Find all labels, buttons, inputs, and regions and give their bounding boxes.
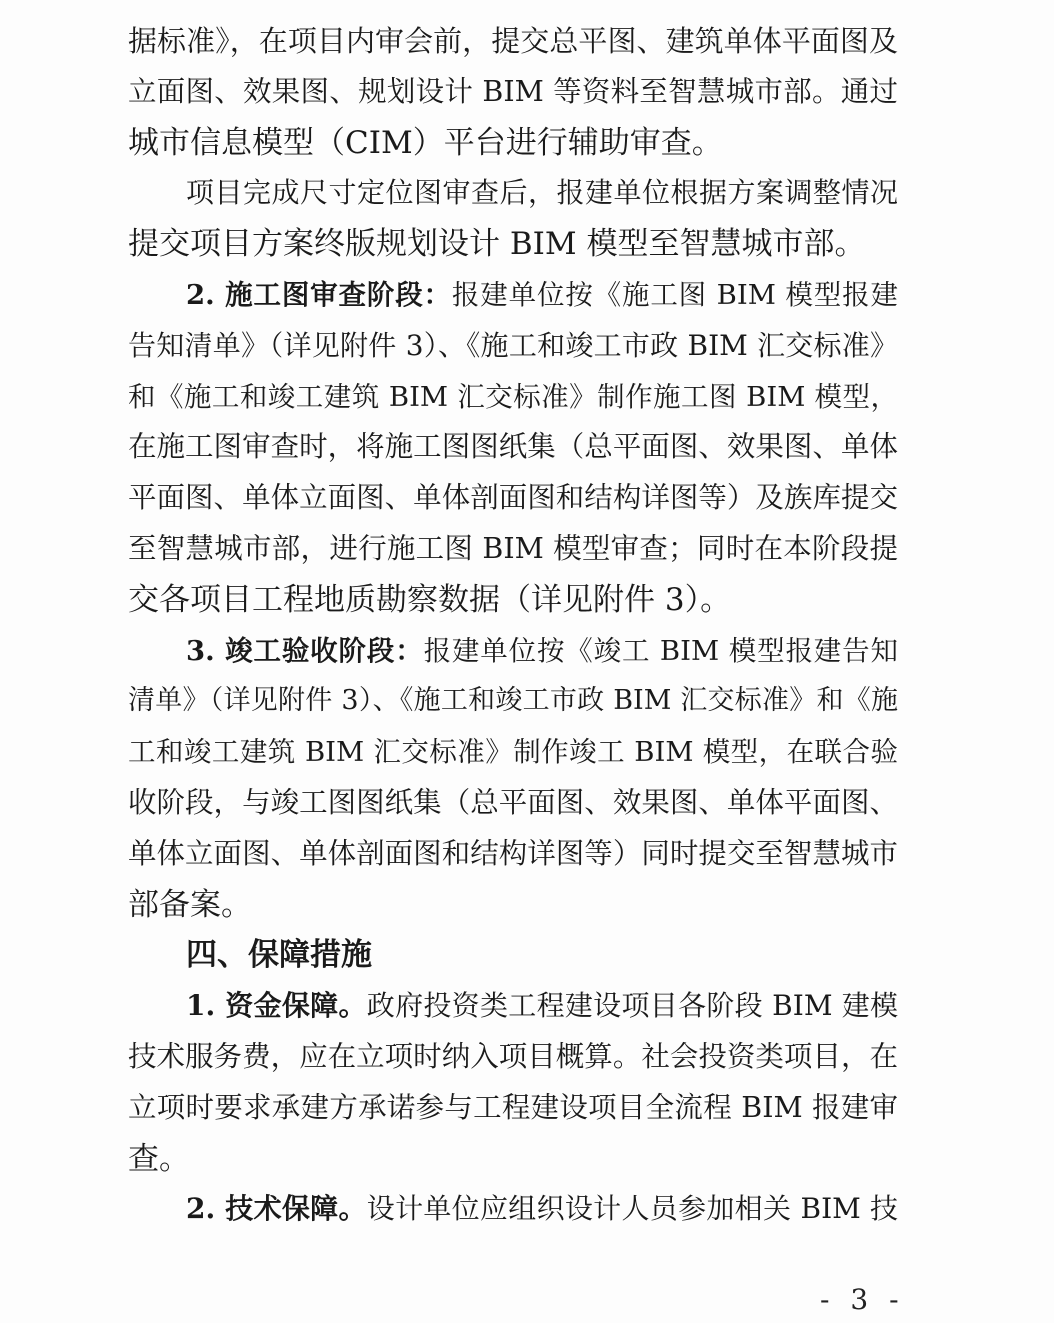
line-text: 在施工图审查时，将施工图图纸集（总平面图、效果图、单体 <box>128 430 898 464</box>
text-line <box>128 981 898 1032</box>
text-line <box>128 118 898 169</box>
line-text: 至智慧城市部，进行施工图 BIM 模型审查；同时在本阶段提 <box>128 531 898 565</box>
text-line <box>128 1032 898 1083</box>
paragraph-heading: 3. 竣工验收阶段： <box>186 634 424 667</box>
line-text: 平面图、单体立面图、单体剖面图和结构详图等）及族库提交 <box>128 481 898 515</box>
line-text: 政府投资类工程建设项目各阶段 BIM 建模 <box>366 989 898 1023</box>
text-line <box>128 676 898 727</box>
line-text: 报建单位按《施工图 BIM 模型报建 <box>451 278 898 311</box>
text-line <box>128 16 898 67</box>
text-line <box>128 67 898 118</box>
text-line <box>128 880 898 931</box>
line-text: 告知清单》（详见附件 3）、《施工和竣工市政 BIM 汇交标准》 <box>128 328 898 362</box>
text-line <box>128 473 898 524</box>
text-line <box>128 1184 898 1235</box>
text-line <box>128 626 898 677</box>
text-line <box>128 270 898 321</box>
line-text: 四、保障措施 <box>186 937 372 974</box>
section-heading <box>128 930 898 981</box>
text-line <box>128 727 898 778</box>
line-text: 提交项目方案终版规划设计 BIM 模型至智慧城市部。 <box>128 226 866 263</box>
page-number: - 3 - <box>820 1283 905 1316</box>
paragraph-heading: 2. 施工图审查阶段： <box>186 278 452 311</box>
line-text: 交各项目工程地质勘察数据（详见附件 3）。 <box>128 581 732 618</box>
line-text: 收阶段，与竣工图图纸集（总平面图、效果图、单体平面图、 <box>128 785 898 819</box>
line-text: 查。 <box>128 1140 190 1177</box>
line-text: 报建单位按《竣工 BIM 模型报建告知 <box>423 634 898 667</box>
text-line <box>128 168 898 219</box>
line-text: 单体立面图、单体剖面图和结构详图等）同时提交至智慧城市 <box>128 836 898 870</box>
text-line <box>128 1134 898 1185</box>
paragraph-heading: 1. 资金保障。 <box>186 989 367 1023</box>
text-line <box>128 372 898 423</box>
text-line <box>128 321 898 372</box>
text-line <box>128 524 898 575</box>
text-line <box>128 1083 898 1134</box>
line-text: 设计单位应组织设计人员参加相关 BIM 技 <box>366 1192 898 1226</box>
line-text: 工和竣工建筑 BIM 汇交标准》制作竣工 BIM 模型，在联合验 <box>128 736 898 769</box>
line-text: 技术服务费，应在立项时纳入项目概算。社会投资类项目，在 <box>128 1039 898 1073</box>
line-text: 城市信息模型（CIM）平台进行辅助审查。 <box>128 124 723 161</box>
text-line <box>128 422 898 473</box>
text-line <box>128 575 898 626</box>
line-text: 部备案。 <box>128 886 252 923</box>
line-text: 据标准》，在项目内审会前，提交总平图、建筑单体平面图及 <box>128 24 898 58</box>
line-text: 立项时要求承建方承诺参与工程建设项目全流程 BIM 报建审 <box>128 1090 898 1124</box>
text-line <box>128 778 898 829</box>
paragraph-heading: 2. 技术保障。 <box>186 1192 367 1226</box>
document-body <box>128 16 898 1235</box>
line-text: 和《施工和竣工建筑 BIM 汇交标准》制作施工图 BIM 模型， <box>128 380 898 413</box>
text-line <box>128 219 898 270</box>
line-text: 清单》（详见附件 3）、《施工和竣工市政 BIM 汇交标准》和《施 <box>128 685 898 717</box>
line-text: 立面图、效果图、规划设计 BIM 等资料至智慧城市部。通过 <box>128 74 898 108</box>
text-line <box>128 829 898 880</box>
line-text: 项目完成尺寸定位图审查后，报建单位根据方案调整情况 <box>186 176 898 210</box>
